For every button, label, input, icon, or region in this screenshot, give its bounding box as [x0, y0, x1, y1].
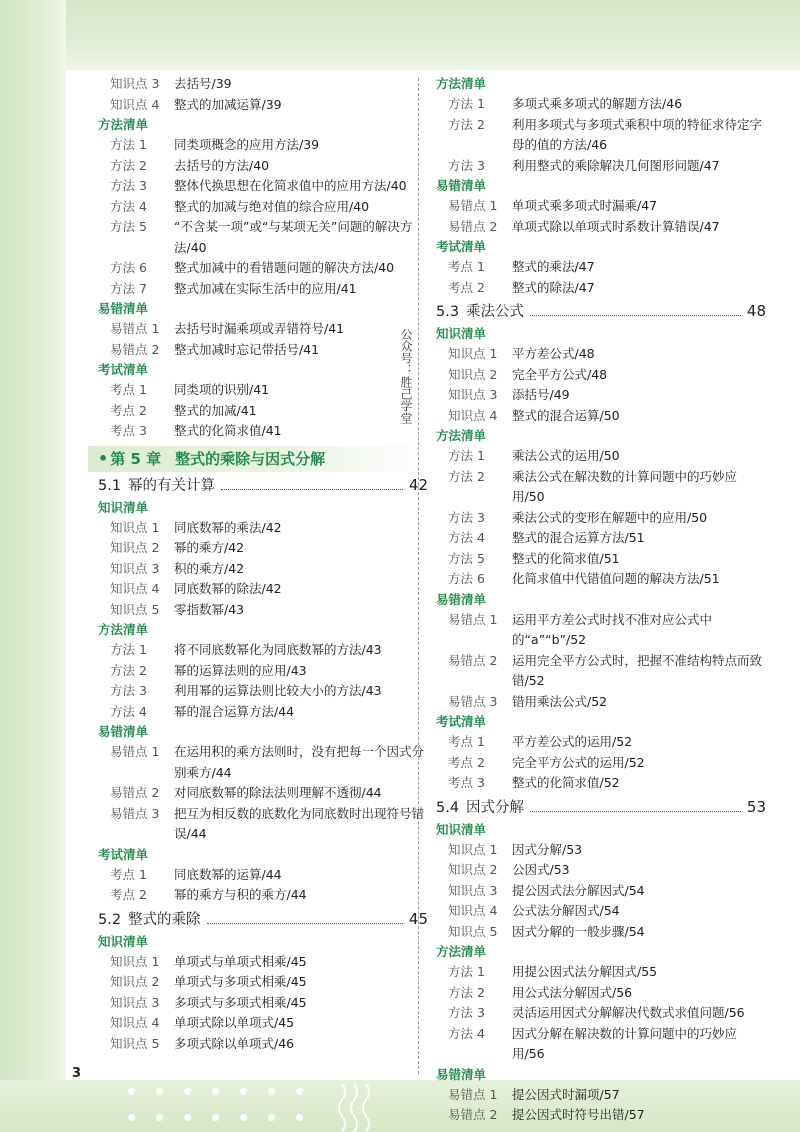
toc-item [98, 579, 428, 600]
item-label: 方法 1 [448, 964, 485, 979]
item-text: 平方差公式的运用/52 [512, 734, 633, 749]
chapter-bullet-icon: • [98, 449, 109, 468]
item-label: 方法 3 [448, 157, 485, 173]
item-text: 单项式除以单项式时系数计算错误/47 [512, 218, 720, 234]
toc-item [98, 661, 428, 682]
item-text: 把互为相反数的底数化为同底数时出现符号错误/44 [174, 805, 425, 841]
toc-item [436, 365, 766, 386]
item-label: 考点 2 [448, 279, 485, 295]
item-label: 方法 6 [110, 260, 147, 275]
dot-leader [221, 489, 403, 490]
category-heading: 易错清单 [436, 178, 487, 193]
item-label: 易错点 1 [448, 1086, 498, 1102]
section-number: 5.4 [436, 799, 460, 816]
item-text: 同类项的识别/41 [174, 382, 270, 397]
toc-item [436, 549, 766, 570]
item-label: 方法 5 [110, 219, 147, 234]
toc-item [436, 257, 766, 278]
toc-item [98, 518, 428, 539]
item-text: 运用完全平方公式时，把握不准结构特点而致错/52 [512, 652, 763, 688]
item-text: 因式分解在解决数的计算问题中的巧妙应用/56 [512, 1025, 738, 1061]
item-label: 知识点 4 [110, 581, 160, 596]
item-text: 整式的除法/47 [512, 279, 595, 295]
toc-item [98, 783, 428, 804]
toc-item [98, 681, 428, 702]
item-label: 方法 4 [110, 198, 147, 214]
left-decor-band [0, 0, 66, 1132]
toc-item [98, 74, 428, 95]
item-label: 知识点 4 [110, 96, 160, 112]
item-label: 方法 3 [448, 509, 485, 525]
section-number: 5.3 [436, 304, 460, 320]
item-text: 去括号的方法/40 [174, 157, 270, 173]
item-label: 方法 1 [448, 448, 485, 463]
item-text: 单项式与单项式相乘/45 [174, 953, 307, 969]
toc-item [98, 742, 428, 783]
item-text: 零指数幂/43 [174, 601, 245, 617]
item-label: 考点 3 [448, 775, 485, 790]
item-label: 方法 3 [110, 683, 147, 698]
item-text: 单项式乘多项式时漏乘/47 [512, 198, 658, 213]
item-label: 知识点 2 [110, 540, 160, 555]
category-heading: 考试清单 [98, 846, 149, 862]
item-text: 利用幂的运算法则比较大小的方法/43 [174, 683, 382, 698]
toc-item [98, 1013, 428, 1034]
bottom-wave-decor [336, 1082, 376, 1132]
item-label: 知识点 5 [110, 1035, 160, 1051]
item-label: 易错点 1 [448, 198, 498, 213]
section-heading [436, 299, 766, 324]
dot-leader [530, 315, 741, 316]
toc-item [98, 176, 428, 197]
toc-item [436, 217, 766, 238]
item-label: 知识点 1 [448, 841, 498, 857]
item-label: 知识点 2 [110, 974, 160, 989]
item-label: 易错点 2 [448, 652, 498, 668]
toc-item [436, 753, 766, 774]
item-text: 在运用积的乘方法则时，没有把每一个因式分别乘方/44 [174, 744, 425, 780]
item-label: 知识点 1 [110, 953, 160, 969]
item-text: 错用乘法公式/52 [512, 693, 608, 709]
item-label: 考点 2 [110, 402, 147, 418]
item-text: 幂的乘方与积的乘方/44 [174, 887, 307, 902]
toc-item [436, 278, 766, 299]
item-text: 乘法公式的变形在解题中的应用/50 [512, 509, 708, 525]
toc-item [436, 569, 766, 590]
section-page: 42 [408, 475, 428, 494]
item-text: 整式的化简求值/41 [174, 423, 282, 438]
item-text: 幂的乘方/42 [174, 540, 245, 555]
toc-item [98, 885, 428, 906]
item-text: 同类项概念的应用方法/39 [174, 137, 320, 152]
toc-item [98, 538, 428, 559]
toc-item [436, 508, 766, 529]
item-text: 提公因式时符号出错/57 [512, 1107, 645, 1122]
category-heading: 方法清单 [98, 117, 149, 132]
item-text: 幂的混合运算方法/44 [174, 703, 295, 719]
section-title: 因式分解 [466, 799, 524, 816]
section-heading [98, 473, 428, 498]
toc-item [98, 804, 428, 845]
item-label: 知识点 1 [110, 519, 160, 535]
toc-item [98, 380, 428, 401]
item-label: 知识点 5 [448, 923, 498, 939]
item-label: 知识点 4 [110, 1015, 160, 1030]
toc-item [98, 156, 428, 177]
toc-item [436, 922, 766, 943]
item-text: 单项式与多项式相乘/45 [174, 974, 307, 989]
chapter-title: 整式的乘除与因式分解 [175, 450, 326, 468]
section-title: 幂的有关计算 [128, 477, 215, 494]
item-label: 方法 5 [448, 550, 485, 566]
item-label: 方法 2 [448, 116, 485, 132]
item-text: 整式的化简求值/52 [512, 775, 620, 790]
item-label: 知识点 4 [448, 407, 498, 423]
top-decor-band [0, 0, 800, 70]
section-heading [436, 795, 766, 820]
category-heading: 知识清单 [98, 933, 149, 949]
item-label: 易错点 1 [110, 321, 160, 336]
toc-item [436, 773, 766, 794]
item-text: 整式的混合运算方法/51 [512, 530, 645, 545]
item-label: 知识点 2 [448, 366, 498, 382]
item-text: “不含某一项”或“与某项无关”问题的解决方法/40 [174, 219, 413, 255]
item-label: 方法 4 [448, 1025, 485, 1041]
item-text: 多项式与多项式相乘/45 [174, 994, 307, 1010]
section-page: 45 [408, 909, 428, 928]
toc-item [436, 983, 766, 1004]
dot-leader [530, 811, 741, 812]
item-text: 完全平方公式/48 [512, 366, 608, 382]
wechat-watermark: 公众号：胜己学堂 [399, 328, 413, 424]
item-label: 方法 7 [110, 280, 147, 296]
toc-item [98, 217, 428, 258]
section-page: 53 [746, 797, 766, 816]
category-heading: 易错清单 [98, 301, 149, 316]
toc-item [436, 94, 766, 115]
item-text: 化简求值中代错值问题的解决方法/51 [512, 571, 720, 586]
item-text: 提公因式时漏项/57 [512, 1086, 620, 1102]
toc-item [98, 319, 428, 340]
toc-item [98, 197, 428, 218]
category-heading: 考试清单 [436, 239, 487, 254]
item-label: 知识点 3 [110, 76, 160, 91]
item-label: 知识点 3 [110, 560, 160, 576]
item-text: 灵活运用因式分解解决代数式求值问题/56 [512, 1005, 745, 1020]
item-label: 易错点 2 [110, 785, 160, 800]
item-label: 方法 1 [448, 96, 485, 111]
column-divider [418, 78, 419, 1074]
section-title: 乘法公式 [466, 304, 524, 320]
toc-item [98, 640, 428, 661]
item-label: 方法 1 [110, 137, 147, 152]
item-label: 易错点 2 [448, 1107, 498, 1122]
item-text: 利用多项式与多项式乘积中项的特征求待定字母的值的方法/46 [512, 116, 763, 152]
toc-item [98, 1034, 428, 1055]
toc-item [98, 340, 428, 361]
toc-item [436, 1024, 766, 1065]
toc-item [436, 1105, 766, 1126]
toc-item [98, 702, 428, 723]
toc-item [436, 881, 766, 902]
section-heading [98, 907, 428, 932]
item-label: 方法 4 [110, 703, 147, 719]
chapter-heading [88, 446, 428, 472]
item-text: 利用整式的乘除解决几何图形问题/47 [512, 157, 720, 173]
category-heading: 易错清单 [436, 591, 487, 607]
toc-item [436, 385, 766, 406]
item-text: 整式的加减与绝对值的综合应用/40 [174, 198, 370, 214]
item-label: 考点 3 [110, 423, 147, 438]
item-label: 知识点 1 [448, 346, 498, 361]
item-label: 考点 1 [110, 866, 147, 882]
toc-item [436, 446, 766, 467]
item-text: 用提公因式法分解因式/55 [512, 964, 658, 979]
item-label: 考点 2 [448, 754, 485, 770]
toc-item [98, 135, 428, 156]
category-heading: 知识清单 [436, 821, 487, 837]
toc-item [98, 279, 428, 300]
item-text: 整式加减中的看错题问题的解决方法/40 [174, 260, 395, 275]
toc-item [98, 421, 428, 442]
item-label: 知识点 4 [448, 903, 498, 918]
item-label: 知识点 3 [110, 994, 160, 1010]
item-label: 方法 1 [110, 642, 147, 657]
toc-item [98, 972, 428, 993]
toc-item [98, 95, 428, 116]
item-text: 幂的运算法则的应用/43 [174, 662, 307, 678]
category-heading: 知识清单 [98, 499, 149, 515]
item-label: 知识点 3 [448, 387, 498, 402]
category-heading: 考试清单 [436, 714, 487, 729]
item-text: 整式的加减运算/39 [174, 96, 282, 112]
item-label: 方法 2 [448, 984, 485, 1000]
item-label: 考点 1 [448, 734, 485, 749]
category-heading: 方法清单 [98, 622, 149, 637]
item-label: 知识点 3 [448, 882, 498, 898]
item-label: 知识点 5 [110, 601, 160, 617]
item-text: 公式法分解因式/54 [512, 903, 620, 918]
toc-item [436, 610, 766, 651]
toc-item [436, 692, 766, 713]
section-page: 48 [746, 302, 766, 320]
item-label: 易错点 2 [448, 218, 498, 234]
item-text: 乘法公式的运用/50 [512, 448, 620, 463]
toc-item [436, 467, 766, 508]
toc-item [436, 962, 766, 983]
page-number: 3 [72, 1066, 82, 1081]
item-text: 积的乘方/42 [174, 560, 245, 576]
toc-item [436, 1085, 766, 1106]
item-label: 方法 2 [110, 157, 147, 173]
item-text: 运用平方差公式时找不准对应公式中的“a”“b”/52 [512, 611, 713, 647]
item-label: 考点 1 [110, 382, 147, 397]
category-heading: 易错清单 [98, 724, 149, 739]
item-text: 提公因式法分解因式/54 [512, 882, 645, 898]
toc-item [436, 732, 766, 753]
item-text: 多项式除以单项式/46 [174, 1035, 295, 1051]
item-text: 整式的乘法/47 [512, 259, 595, 274]
item-text: 用公式法分解因式/56 [512, 984, 633, 1000]
toc-item [436, 860, 766, 881]
item-text: 乘法公式在解决数的计算问题中的巧妙应用/50 [512, 468, 738, 504]
item-label: 易错点 3 [448, 693, 498, 709]
toc-item [436, 196, 766, 217]
item-text: 同底数幂的运算/44 [174, 866, 282, 882]
toc-item [436, 156, 766, 177]
item-label: 易错点 1 [110, 744, 160, 759]
item-text: 去括号/39 [174, 76, 232, 91]
section-title: 整式的乘除 [128, 911, 201, 928]
item-label: 知识点 2 [448, 862, 498, 877]
toc-item [436, 528, 766, 549]
toc-item [98, 865, 428, 886]
item-text: 整式加减时忘记带括号/41 [174, 341, 320, 357]
toc-item [98, 559, 428, 580]
dot-leader [207, 923, 403, 924]
item-text: 整式的混合运算/50 [512, 407, 620, 423]
item-label: 方法 3 [110, 178, 147, 193]
item-label: 易错点 1 [448, 611, 498, 627]
toc-item [98, 993, 428, 1014]
toc-item [436, 115, 766, 156]
item-text: 整式加减在实际生活中的应用/41 [174, 280, 357, 296]
item-text: 平方差公式/48 [512, 346, 595, 361]
item-text: 因式分解/53 [512, 841, 583, 857]
item-text: 将不同底数幂化为同底数幂的方法/43 [174, 642, 382, 657]
category-heading: 方法清单 [436, 428, 487, 443]
item-text: 去括号时漏乘项或弄错符号/41 [174, 321, 345, 336]
item-text: 添括号/49 [512, 387, 570, 402]
toc-item [436, 1003, 766, 1024]
item-label: 考点 1 [448, 259, 485, 274]
item-text: 对同底数幂的除法法则理解不透彻/44 [174, 785, 382, 800]
category-heading: 易错清单 [436, 1066, 487, 1082]
item-label: 方法 6 [448, 571, 485, 586]
category-heading: 方法清单 [436, 944, 487, 959]
toc-item [436, 344, 766, 365]
toc-item [98, 600, 428, 621]
section-number: 5.2 [98, 911, 122, 928]
toc-item [98, 258, 428, 279]
item-text: 整体代换思想在化简求值中的应用方法/40 [174, 178, 407, 193]
toc-item [436, 651, 766, 692]
item-text: 同底数幂的除法/42 [174, 581, 282, 596]
toc-item [436, 406, 766, 427]
item-text: 因式分解的一般步骤/54 [512, 923, 645, 939]
item-label: 易错点 3 [110, 805, 160, 821]
category-heading: 考试清单 [98, 362, 149, 377]
category-heading: 知识清单 [436, 326, 487, 341]
item-text: 单项式除以单项式/45 [174, 1015, 295, 1030]
item-label: 方法 2 [110, 662, 147, 678]
item-text: 整式的加减/41 [174, 402, 257, 418]
item-text: 整式的化简求值/51 [512, 550, 620, 566]
item-label: 考点 2 [110, 887, 147, 902]
toc-item [98, 952, 428, 973]
item-text: 公因式/53 [512, 862, 570, 877]
item-label: 方法 4 [448, 530, 485, 545]
section-number: 5.1 [98, 477, 122, 494]
category-heading: 方法清单 [436, 76, 487, 91]
toc-item [436, 901, 766, 922]
item-label: 方法 3 [448, 1005, 485, 1020]
item-label: 易错点 2 [110, 341, 160, 357]
toc-item [436, 840, 766, 861]
toc-right-column [436, 74, 766, 1126]
item-text: 完全平方公式的运用/52 [512, 754, 645, 770]
toc-item [98, 401, 428, 422]
item-text: 多项式乘多项式的解题方法/46 [512, 96, 683, 111]
item-text: 同底数幂的乘法/42 [174, 519, 282, 535]
toc-left-column [98, 74, 428, 1054]
item-label: 方法 2 [448, 468, 485, 484]
chapter-number: 第 5 章 [110, 450, 162, 468]
